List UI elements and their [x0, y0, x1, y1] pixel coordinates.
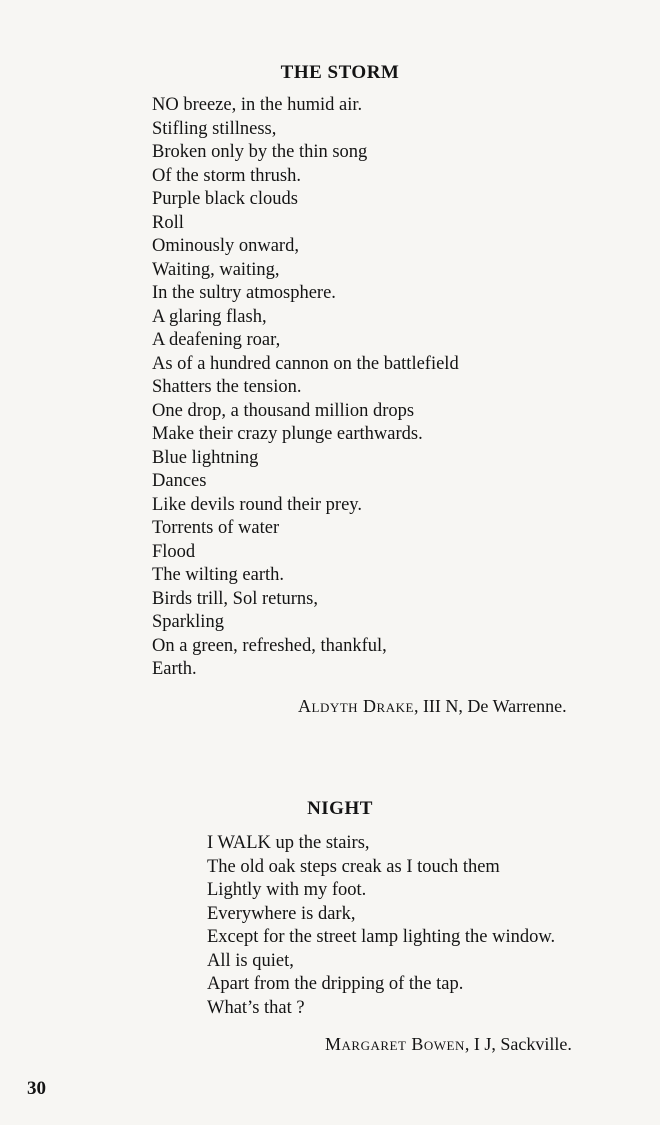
poem-line: The old oak steps creak as I touch them	[207, 856, 500, 877]
author-details: , III N, De Warrenne.	[413, 696, 567, 716]
poem-line: Broken only by the thin song	[152, 142, 368, 162]
poem-line: Shatters the tension.	[152, 377, 302, 397]
poem-line: Sparkling	[152, 612, 224, 632]
page-number: 30	[27, 1078, 46, 1099]
poem-line: Except for the street lamp lighting the window.	[207, 927, 556, 947]
poem-line: Torrents of water	[152, 518, 280, 538]
poem-line: Earth.	[152, 659, 197, 679]
poem-line: On a green, refreshed, thankful,	[152, 635, 387, 656]
poem-line: Waiting, waiting,	[152, 259, 280, 280]
poem-attribution-storm	[298, 696, 567, 717]
poem-line: Lightly with my foot.	[207, 880, 367, 900]
poem-line: Everywhere is dark,	[207, 903, 356, 924]
poem-line: Flood	[152, 541, 196, 562]
poem-line: Dances	[152, 471, 207, 491]
poem-line: Blue lightning	[152, 447, 259, 468]
poem-line: In the sultry atmosphere.	[152, 283, 336, 303]
poem-body-storm	[152, 94, 459, 682]
author-name: Margaret Bowen	[325, 1034, 465, 1054]
poem-line: One drop, a thousand million drops	[152, 400, 415, 421]
poem-line: Like devils round their prey.	[152, 494, 362, 515]
author-details: , I J, Sackville.	[464, 1034, 572, 1054]
poem-line: A glaring flash,	[152, 306, 267, 327]
poem-line: Ominously onward,	[152, 236, 299, 256]
poem-line: Birds trill, Sol returns,	[152, 588, 318, 609]
poem-line: What’s that ?	[207, 997, 305, 1018]
poem-body-night	[207, 832, 555, 1020]
author-name: Aldyth Drake	[298, 696, 414, 716]
poem-line: All is quiet,	[207, 950, 294, 971]
poem-line: A deafening roar,	[152, 330, 281, 350]
poem-title-storm: THE STORM	[280, 62, 400, 83]
poem-line: Stifling stillness,	[152, 118, 277, 139]
poem-line: NO breeze, in the humid air.	[152, 95, 363, 115]
poem-line: Apart from the dripping of the tap.	[207, 974, 464, 994]
poem-line: As of a hundred cannon on the battlefield	[152, 353, 459, 374]
poem-line: Roll	[152, 212, 184, 233]
poem-line: Make their crazy plunge earthwards.	[152, 424, 423, 444]
poem-line: I WALK up the stairs,	[207, 833, 370, 853]
poem-attribution-night	[325, 1034, 572, 1055]
poem-line: Of the storm thrush.	[152, 165, 302, 186]
poem-line: Purple black clouds	[152, 189, 298, 209]
poem-line: The wilting earth.	[152, 565, 285, 585]
poem-title-night: NIGHT	[307, 798, 373, 819]
